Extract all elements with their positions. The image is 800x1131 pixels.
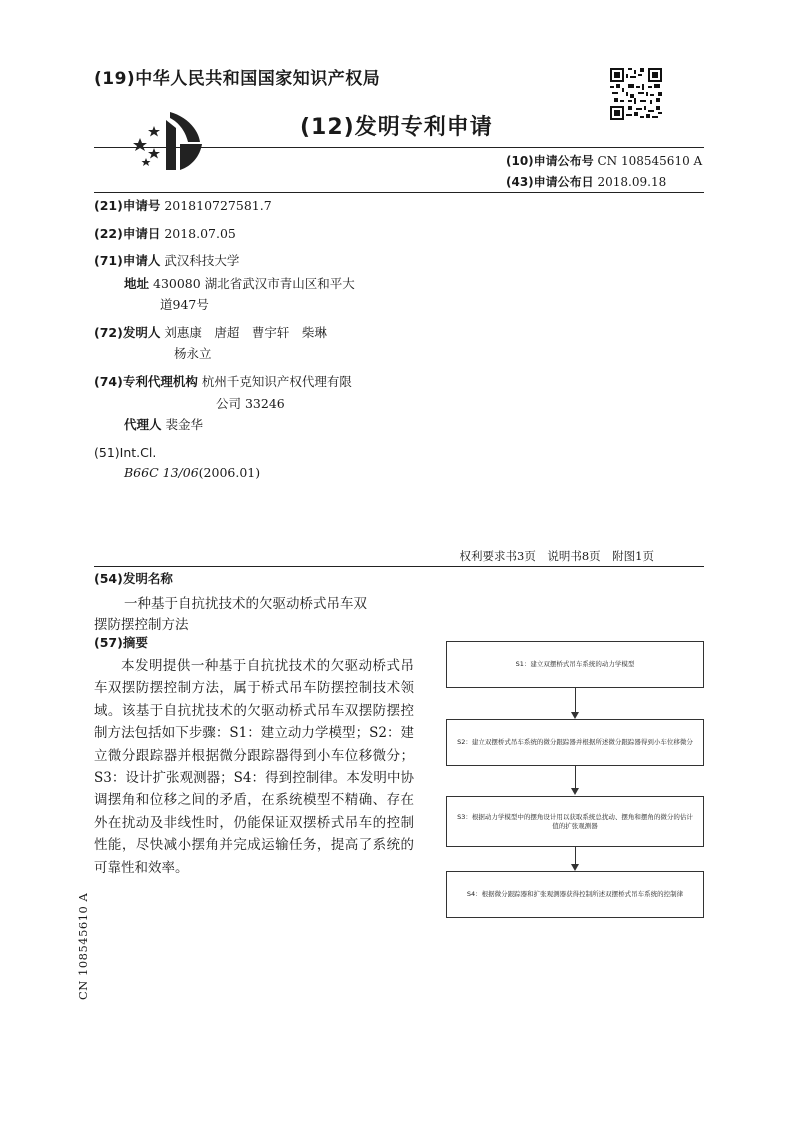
cnipa-logo (130, 108, 210, 174)
flow-connector-1 (575, 688, 576, 712)
summary-rule (94, 566, 704, 567)
agency-label: (74)专利代理机构 (94, 374, 198, 389)
flow-connector-3 (575, 847, 576, 864)
publication-date (506, 173, 666, 190)
application-date-label: (22)申请日 (94, 226, 161, 241)
agency-line-1: 杭州千克知识产权代理有限 (201, 374, 352, 389)
agent (124, 416, 203, 434)
application-number-label: (21)申请号 (94, 198, 161, 213)
application-date (94, 225, 236, 243)
inventor-label: (72)发明人 (94, 325, 161, 340)
address-line-1: 430080 湖北省武汉市青山区和平大 (153, 276, 355, 291)
arrow-down-icon (571, 864, 579, 871)
publication-number (506, 152, 702, 169)
abstract-text: 本发明提供一种基于自抗扰技术的欠驱动桥式吊车双摆防摆控制方法，属于桥式吊车防摆控制技术领域。该基于自抗扰技术的欠驱动桥式吊车双摆防摆控制方法包括如下步骤：S1：建立动力学模型；S2：建立微分跟踪器并根据微分跟踪器得到小车位移微分；S3：设计扩张观测器；S4：得到控制律。本发明中协调摆角和位移之间的矛盾，在系统模型不精确、存在外在扰动及非线性时，仍能保证双摆桥式吊车的控制性能，尽快减小摆角并完成运输任务，提高了系统的可靠性和效率。 (94, 658, 414, 876)
side-publication-number: CN 108545610 A (76, 892, 90, 1000)
application-number (94, 197, 272, 215)
office-name: (19)中华人民共和国国家知识产权局 (94, 69, 381, 89)
arrow-down-icon (571, 788, 579, 795)
pages-summary: 权利要求书3页 说明书8页 附图1页 (459, 549, 654, 563)
inventor-line-1: 刘惠康 唐超 曹宇轩 柴琳 (164, 325, 327, 340)
publication-number-value: CN 108545610 A (597, 154, 703, 168)
invention-title-line-2: 摆防摆控制方法 (94, 617, 189, 633)
inventor-line-2: 杨永立 (174, 346, 212, 361)
flowchart-step-s4: S4：根据微分跟踪器和扩张观测器获得控制所述双摆桥式吊车系统的控制律 (446, 871, 704, 918)
agent-value: 裴金华 (165, 417, 204, 432)
invention-title-line-1: 一种基于自抗扰技术的欠驱动桥式吊车双 (124, 596, 367, 612)
header-rule (94, 147, 704, 148)
int-cl (124, 464, 260, 482)
document-type-title: (12)发明专利申请 (300, 115, 493, 140)
flow-connector-2 (575, 766, 576, 788)
publication-number-label: (10)申请公布号 (506, 154, 594, 168)
title-label: (54)发明名称 (94, 571, 173, 586)
applicant-value: 武汉科技大学 (164, 253, 240, 268)
agent-label: 代理人 (124, 417, 162, 432)
int-cl-year: (2006.01) (198, 465, 261, 480)
inventors (94, 324, 327, 342)
arrow-down-icon (571, 712, 579, 719)
agency-line-2: 公司 33246 (216, 396, 285, 411)
biblio-rule (94, 192, 704, 193)
flowchart-step-s3: S3：根据动力学模型中的摆角设计用以获取系统总扰动、摆角和摆角的微分的估计值的扩张观测器 (446, 796, 704, 847)
qr-code-icon (610, 68, 662, 120)
address (124, 275, 355, 293)
publication-date-label: (43)申请公布日 (506, 175, 594, 189)
address-line-2: 道947号 (160, 297, 209, 312)
abstract-label: (57)摘要 (94, 635, 148, 650)
int-cl-label: (51)Int.Cl. (94, 445, 157, 460)
int-cl-class: B66C 13/06 (124, 465, 199, 480)
application-date-value: 2018.07.05 (164, 226, 236, 241)
address-label: 地址 (124, 276, 150, 291)
applicant (94, 252, 239, 270)
application-number-value: 201810727581.7 (164, 198, 272, 213)
applicant-label: (71)申请人 (94, 253, 161, 268)
patent-agency (94, 373, 352, 391)
publication-date-value: 2018.09.18 (597, 175, 667, 189)
flowchart-step-s1: S1：建立双摆桥式吊车系统的动力学模型 (446, 641, 704, 688)
flowchart-step-s2: S2：建立双摆桥式吊车系统的微分跟踪器并根据所述微分跟踪器得到小车位移微分 (446, 719, 704, 766)
